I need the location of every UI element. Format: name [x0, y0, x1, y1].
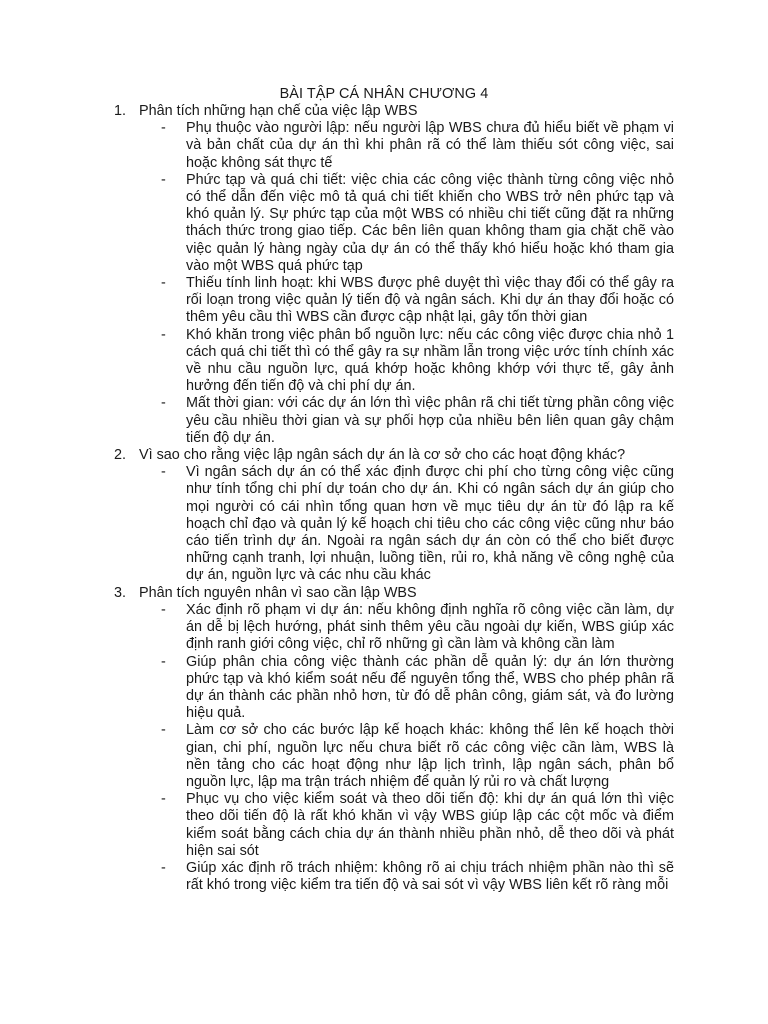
- bullet-item: [161, 791, 674, 860]
- bullet-marker: -: [161, 120, 166, 137]
- section-3: [114, 585, 674, 895]
- bullet-item: [161, 172, 674, 275]
- bullet-text: Phục vụ cho việc kiểm soát và theo dõi tiến độ: khi dự án quá lớn thì việc theo dõi tiến độ là rất khó khăn vì vậy WBS giúp lập các cột mốc và điểm kiểm soát bằng cách chia dự án thành nhiều phần nhỏ, dễ theo dõi và phát hiện sai sót: [186, 791, 674, 859]
- bullet-marker: -: [161, 653, 166, 670]
- bullet-marker: -: [161, 601, 166, 618]
- bullet-item: [161, 860, 674, 894]
- section-heading: Phân tích những hạn chế của việc lập WBS: [139, 103, 418, 119]
- bullet-item: [161, 602, 674, 654]
- bullet-item: [161, 120, 674, 172]
- bullet-text: Thiếu tính linh hoạt: khi WBS được phê duyệt thì việc thay đổi có thể gây ra rối loạn trong việc quản lý tiến độ và ngân sách. Khi dự án thay đổi hoặc có thêm yêu cầu thì WBS cần được cập nhật lại, gây tốn thời gian: [186, 275, 674, 326]
- bullet-item: [161, 464, 674, 584]
- section-heading-row: [114, 103, 674, 120]
- bullet-list: [114, 464, 674, 584]
- bullet-text: Xác định rõ phạm vi dự án: nếu không định nghĩa rõ công việc cần làm, dự án dễ bị lệch hướng, phát sinh thêm yêu cầu ngoài dự kiến, WBS giúp xác định ranh giới công việc, chỉ rõ những gì cần làm và không cần làm: [186, 601, 674, 653]
- section-heading-row: [114, 585, 674, 602]
- bullet-text: Khó khăn trong việc phân bổ nguồn lực: nếu các công việc được chia nhỏ 1 cách quá chi tiết thì có thể gây ra sự nhầm lẫn trong việc ước tính chính xác về nhu cầu nguồn lực, quá khớp hoặc không khớp với thực tế, gây ảnh hưởng đến tiến độ và chi phí dự án.: [186, 326, 674, 395]
- bullet-marker: -: [161, 326, 166, 343]
- section-number: 2.: [114, 447, 127, 464]
- bullet-item: [161, 654, 674, 723]
- bullet-text: Làm cơ sở cho các bước lập kế hoạch khác: không thể lên kế hoạch thời gian, chi phí, nguồn lực nếu chưa biết rõ các công việc cần làm, WBS là nền tảng cho các hoạt động như lập lịch trình, lập ngân sách, phân bổ nguồn lực, lập ma trận trách nhiệm để quản lý rủi ro và chất lượng: [186, 722, 674, 790]
- bullet-text: Phức tạp và quá chi tiết: việc chia các công việc thành từng công việc nhỏ có thể dẫn đến việc mô tả quá chi tiết khiến cho WBS trở nên phức tạp và khó quản lý. Sự phức tạp của một WBS có nhiều chi tiết cũng đặt ra những thách thức trong giao tiếp. Các bên liên quan không tham gia chặt chẽ vào việc quản lý hàng ngày của dự án có thể thấy khó hiểu hoặc khó tham gia vào một WBS quá phức tạp: [186, 171, 674, 274]
- section-list: [114, 103, 674, 894]
- bullet-marker: -: [161, 722, 166, 739]
- bullet-text: Phụ thuộc vào người lập: nếu người lập WBS chưa đủ hiểu biết về phạm vi và bản chất của dự án thì khi phân rã có thể làm thiếu sót công việc, sai hoặc không sát thực tế: [186, 120, 674, 171]
- bullet-list: [114, 602, 674, 894]
- section-heading: Phân tích nguyên nhân vì sao cần lập WBS: [139, 584, 417, 601]
- bullet-marker: -: [161, 464, 166, 481]
- section-heading-row: [114, 447, 674, 464]
- bullet-list: [114, 120, 674, 447]
- bullet-text: Giúp phân chia công việc thành các phần dễ quản lý: dự án lớn thường phức tạp và khó kiểm soát nếu để nguyên tổng thể, WBS cho phép phân rã dự án thành các phần nhỏ hơn, từ đó dễ phân công, giám sát, và đo lường hiệu quả.: [186, 653, 674, 722]
- bullet-text: Mất thời gian: với các dự án lớn thì việc phân rã chi tiết từng phần công việc yêu cầu nhiều thời gian và sự phối hợp của nhiều bên liên quan gây chậm tiến độ dự án.: [186, 395, 674, 446]
- section-number: 3.: [114, 584, 127, 601]
- bullet-item: [161, 275, 674, 327]
- section-number: 1.: [114, 103, 127, 119]
- bullet-text: Vì ngân sách dự án có thể xác định được chi phí cho từng công việc cũng như tính tổng chi phí dự toán cho dự án. Khi có ngân sách dự án giúp cho mọi người có cái nhìn tổng quan hơn về mục tiêu dự án từ đó lập ra kế hoạch chỉ đạo và quản lý kế hoạch chi tiêu cho các công việc cũng như báo cáo tiến trình dự án. Ngoài ra ngân sách dự án còn có thể cho biết được những cạnh tranh, lợi nhuận, luồng tiền, rủi ro, khả năng về công nghệ của dự án, nguồn lực và các nhu cầu khác: [186, 464, 674, 584]
- bullet-item: [161, 327, 674, 396]
- bullet-text: Giúp xác định rõ trách nhiệm: không rõ ai chịu trách nhiệm phần nào thì sẽ rất khó trong việc kiểm tra tiến độ và sai sót vì vậy WBS liên kết rõ ràng mỗi: [186, 859, 674, 894]
- bullet-marker: -: [161, 171, 166, 188]
- bullet-item: [161, 395, 674, 447]
- bullet-marker: -: [161, 791, 166, 808]
- section-heading: Vì sao cho rằng việc lập ngân sách dự án là cơ sở cho các hoạt động khác?: [139, 447, 626, 464]
- bullet-item: [161, 722, 674, 791]
- bullet-marker: -: [161, 859, 166, 876]
- section-1: [114, 103, 674, 447]
- document-title: BÀI TẬP CÁ NHÂN CHƯƠNG 4: [279, 86, 489, 102]
- bullet-marker: -: [161, 275, 166, 292]
- bullet-marker: -: [161, 395, 166, 412]
- section-2: [114, 447, 674, 585]
